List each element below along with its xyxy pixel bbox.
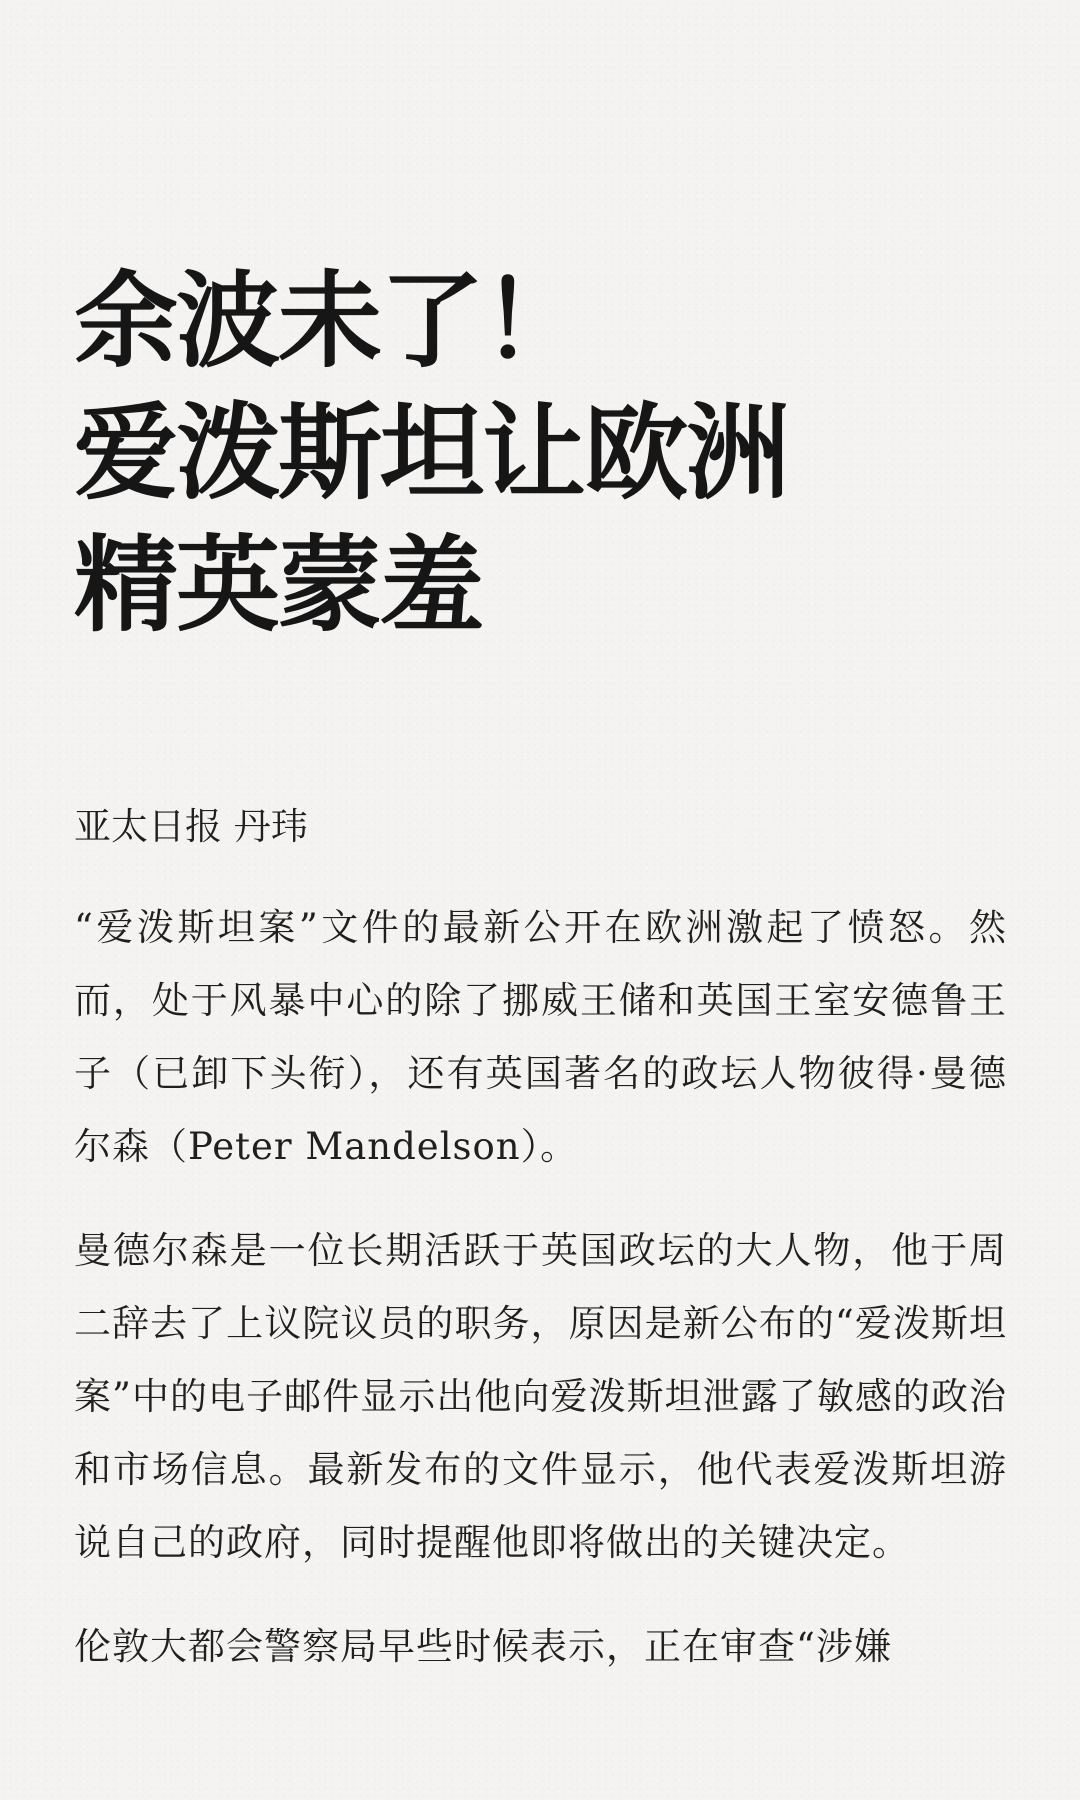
- headline-line: 精英蒙羞: [74, 523, 483, 646]
- article-paragraph: 曼德尔森是一位长期活跃于英国政坛的大人物，他于周二辞去了上议院议员的职务，原因是新公布的“爱泼斯坦案”中的电子邮件显示出他向爱泼斯坦泄露了敏感的政治和市场信息。最新发布的文件显示，他代表爱泼斯坦游说自己的政府，同时提醒他即将做出的关键决定。: [74, 1229, 1007, 1564]
- article-body: [74, 891, 1007, 1683]
- article-paragraph: “爱泼斯坦案”文件的最新公开在欧洲激起了愤怒。然而，处于风暴中心的除了挪威王储和英国王室安德鲁王子（已卸下头衔），还有英国著名的政坛人物彼得·曼德尔森（Peter Mandelson）。: [74, 906, 1007, 1168]
- headline-line: 爱泼斯坦让欧洲: [74, 391, 789, 514]
- article-paragraph: 伦敦大都会警察局早些时候表示，正在审查“涉嫌: [74, 1625, 892, 1668]
- article-headline: [74, 255, 1007, 651]
- headline-line: 余波未了！: [74, 259, 585, 382]
- article-byline: 亚太日报 丹玮: [74, 805, 308, 848]
